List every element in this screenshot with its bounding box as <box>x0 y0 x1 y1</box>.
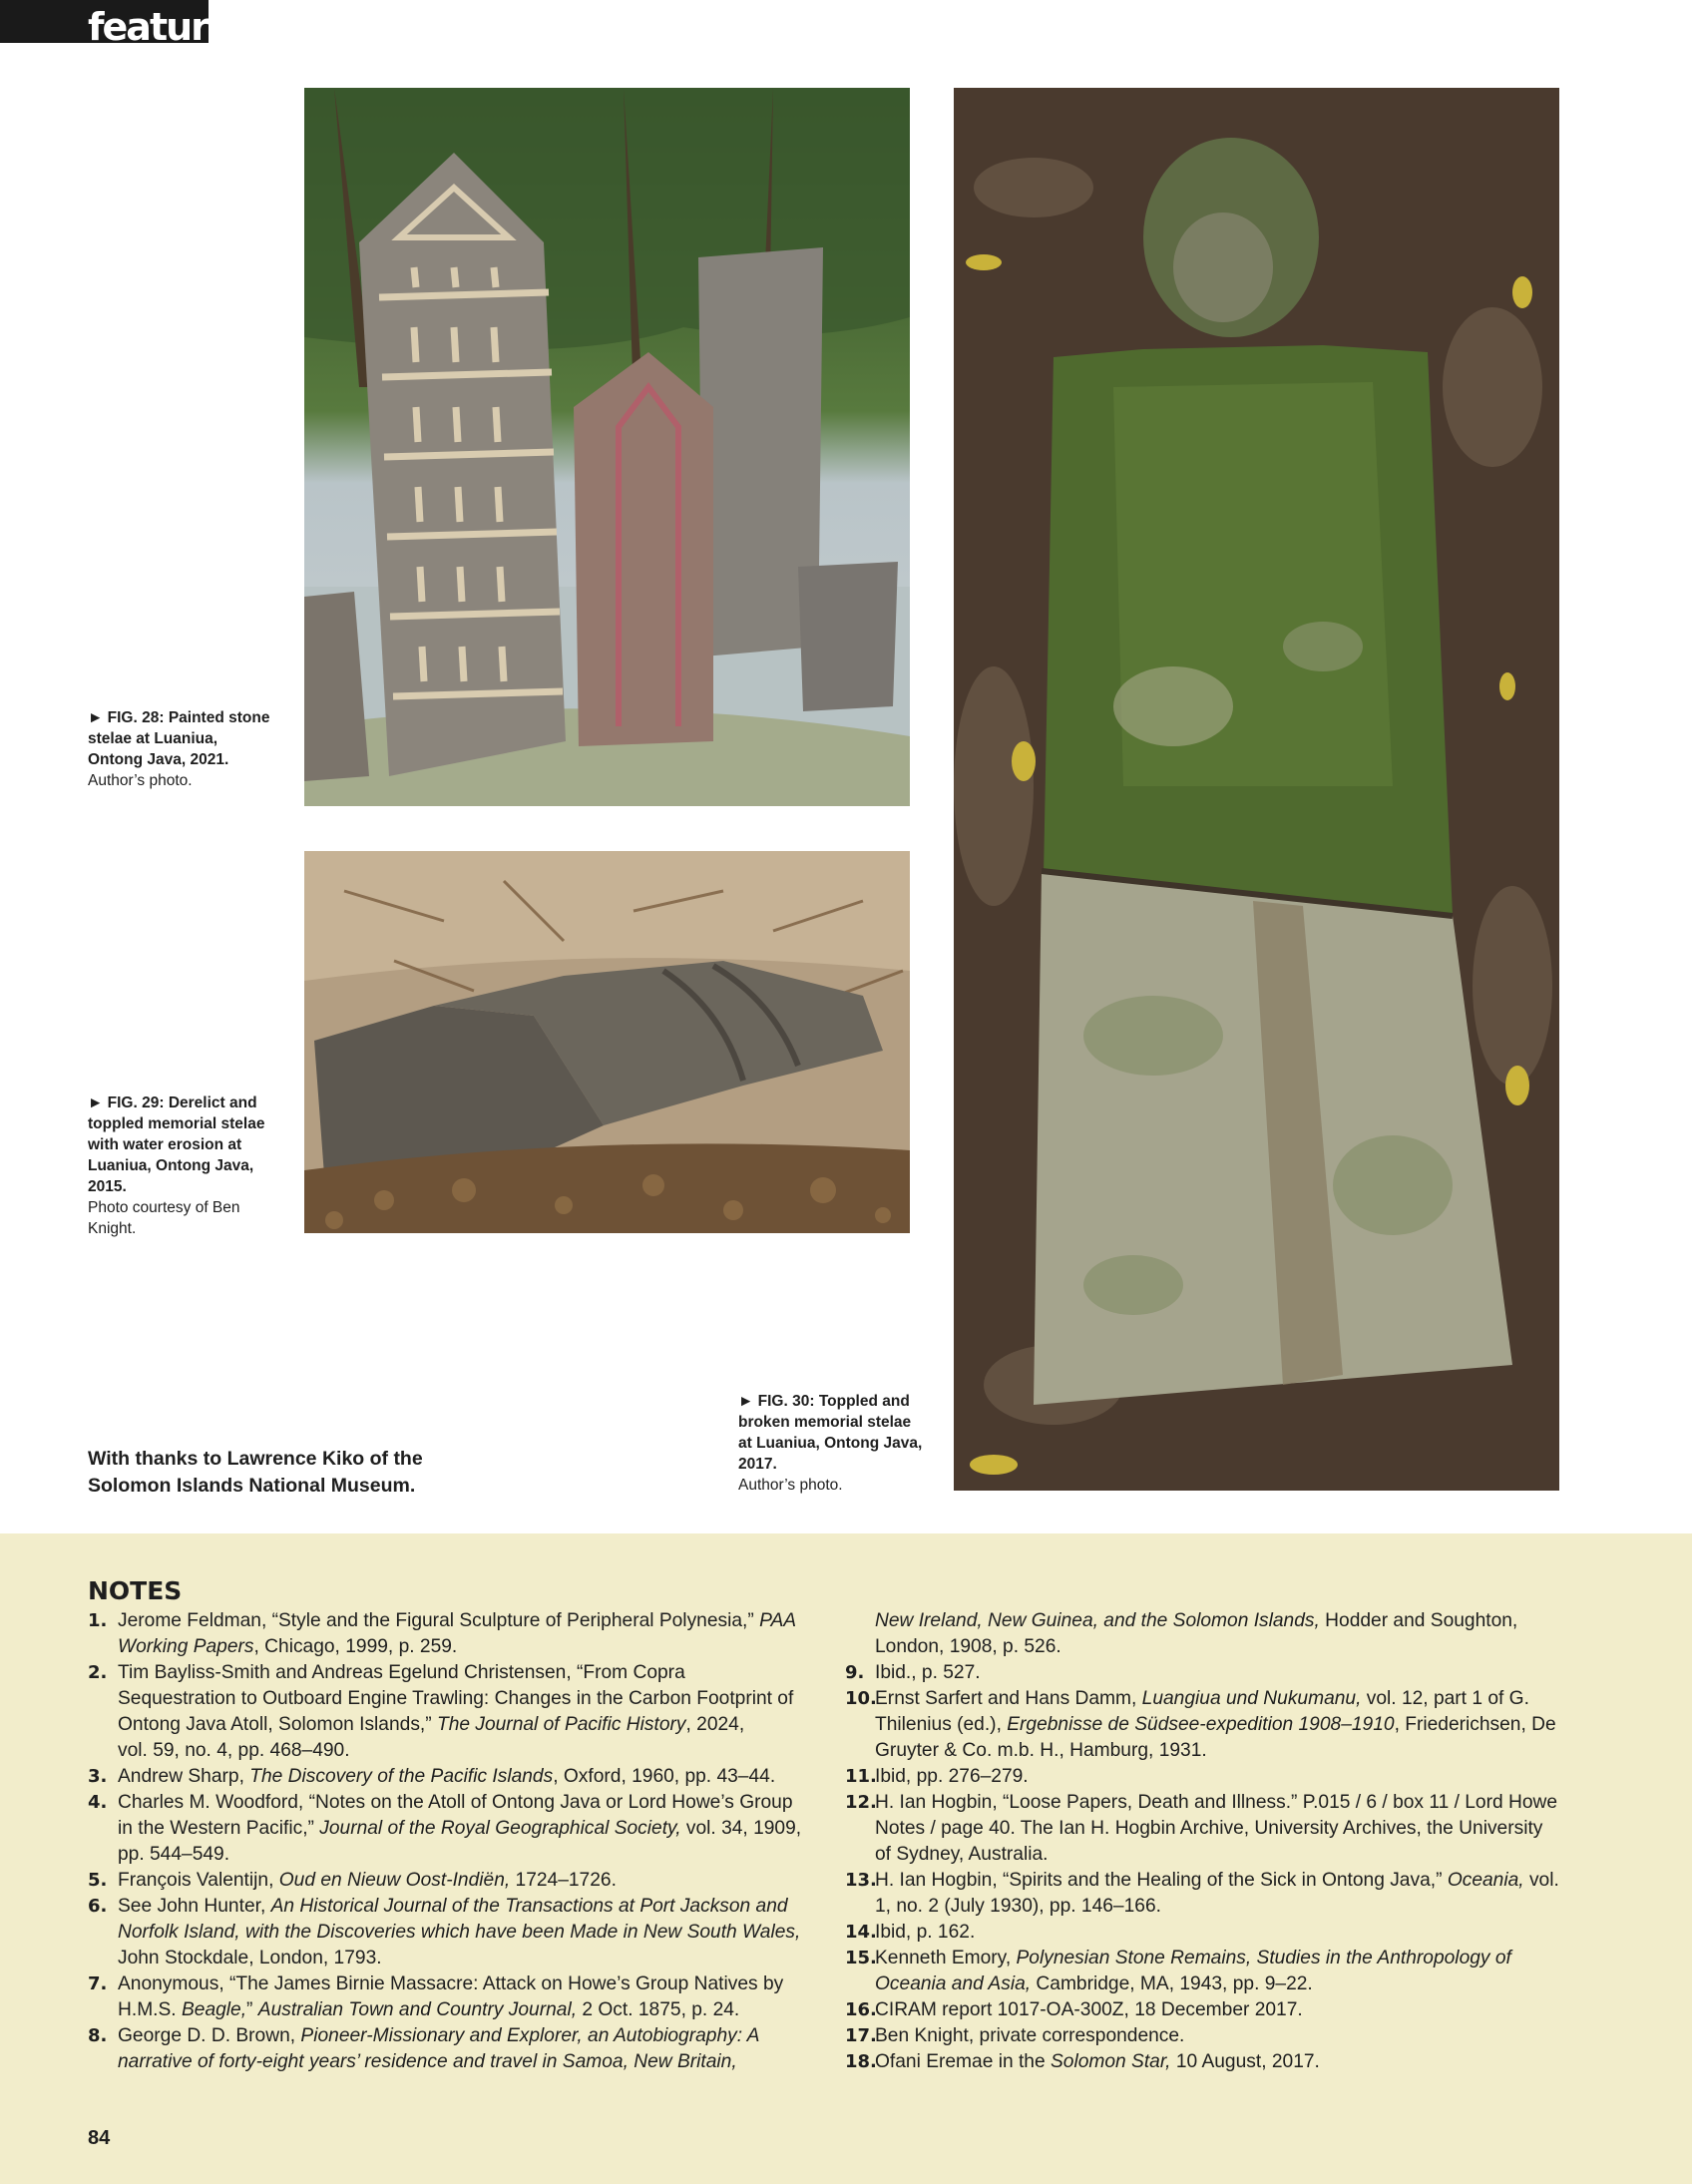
note-item <box>845 1608 1563 1660</box>
note-number: 18. <box>845 2051 877 2072</box>
note-text: vol. 1, no. 2 (July 1930), pp. 146–166. <box>875 1870 1559 1917</box>
note-text: George D. D. Brown, <box>118 2025 301 2046</box>
note-item <box>845 1997 1563 2023</box>
note-text: , Chicago, 1999, p. 259. <box>253 1636 458 1657</box>
note-number: 13. <box>845 1870 877 1891</box>
note-item <box>88 1971 806 2023</box>
note-item <box>88 1608 806 1660</box>
note-text: Charles M. Woodford, “Notes on the Atoll of Ontong Java or Lord Howe’s Group in the Western Pacific,” <box>118 1792 793 1839</box>
note-text: , Friederichsen, De Gruyter & Co. m.b. H., Hamburg, 1931. <box>875 1714 1556 1761</box>
acknowledgement: With thanks to Lawrence Kiko of the Solomon Islands National Museum. <box>88 1448 423 1497</box>
note-item <box>88 1894 806 1971</box>
note-title-italic: Polynesian Stone Remains, Studies in the Anthropology of Oceania and Asia, <box>875 1948 1511 1994</box>
notes-column-right <box>845 1608 1563 2075</box>
note-text: Ernst Sarfert and Hans Damm, <box>875 1688 1142 1709</box>
note-title-italic: Solomon Star, <box>1050 2051 1171 2072</box>
notes-column-left <box>88 1608 806 2075</box>
page-number: 84 <box>88 2127 111 2149</box>
note-number: 15. <box>845 1948 877 1968</box>
fig28-title: Painted stone stelae at Luaniua, Ontong Java, 2021. <box>88 709 270 768</box>
note-item <box>88 2023 806 2075</box>
fig30-credit: Author’s photo. <box>738 1477 843 1494</box>
note-text: vol. 34, 1909, pp. 544–549. <box>118 1818 802 1865</box>
note-number: 3. <box>88 1766 108 1787</box>
note-item <box>845 1764 1563 1790</box>
note-text: John Stockdale, London, 1793. <box>118 1948 382 1968</box>
note-number: 10. <box>845 1688 877 1709</box>
notes-title: NOTES <box>88 1576 183 1605</box>
note-item <box>845 1920 1563 1946</box>
note-text: H. Ian Hogbin, “Spirits and the Healing of the Sick in Ontong Java,” <box>875 1870 1448 1891</box>
fig29-credit: Photo courtesy of Ben Knight. <box>88 1199 240 1237</box>
note-item <box>88 1868 806 1894</box>
note-text: Ofani Eremae in the <box>875 2051 1051 2072</box>
note-number: 5. <box>88 1870 108 1891</box>
note-title-italic: Oceania, <box>1447 1870 1524 1891</box>
note-title-italic: Beagle, <box>181 1999 247 2020</box>
note-item <box>845 1868 1563 1920</box>
note-text: CIRAM report 1017-OA-300Z, 18 December 2017. <box>875 1999 1303 2020</box>
note-item <box>845 1686 1563 1764</box>
note-title-italic: An Historical Journal of the Transactions at Port Jackson and Norfolk Island, with the Discoveries which have been Made in New South Wales, <box>118 1896 801 1943</box>
note-number: 12. <box>845 1792 877 1813</box>
note-text: Cambridge, MA, 1943, pp. 9–22. <box>1031 1973 1313 1994</box>
note-number: 9. <box>845 1662 865 1683</box>
note-text: vol. 12, part 1 of G. Thilenius (ed.), <box>875 1688 1529 1735</box>
note-text: 2 Oct. 1875, p. 24. <box>577 1999 740 2020</box>
note-text: Tim Bayliss-Smith and Andreas Egelund Christensen, “From Copra Sequestration to Outboard Engine Trawling: Changes in the Carbon Footprint of Ontong Java Atoll, Solomon Islands,” <box>118 1662 794 1735</box>
note-number: 14. <box>845 1922 877 1943</box>
note-item <box>88 1764 806 1790</box>
note-item <box>88 1790 806 1868</box>
note-number: 4. <box>88 1792 108 1813</box>
note-text: ” <box>246 1999 258 2020</box>
note-text: , 2024, vol. 59, no. 4, pp. 468–490. <box>118 1714 745 1761</box>
note-text: Ibid., p. 527. <box>875 1662 981 1683</box>
fig29-label: ► FIG. 29: <box>88 1094 165 1111</box>
fig28-caption <box>88 707 272 791</box>
fig30-photo <box>954 88 1559 1491</box>
note-number: 2. <box>88 1662 108 1683</box>
note-text: François Valentijn, <box>118 1870 279 1891</box>
note-title-italic: The Journal of Pacific History <box>436 1714 686 1735</box>
note-text: Andrew Sharp, <box>118 1766 250 1787</box>
fig30-title: Toppled and broken memorial stelae at Luaniua, Ontong Java, 2017. <box>738 1393 923 1473</box>
note-text: Ben Knight, private correspondence. <box>875 2025 1185 2046</box>
fig29-title: Derelict and toppled memorial stelae with water erosion at Luaniua, Ontong Java, 2015. <box>88 1094 265 1195</box>
note-item <box>845 1790 1563 1868</box>
note-text: , Oxford, 1960, pp. 43–44. <box>553 1766 776 1787</box>
fig28-photo <box>304 88 910 806</box>
note-number: 8. <box>88 2025 108 2046</box>
note-item <box>845 1946 1563 1997</box>
note-title-italic: New Ireland, New Guinea, and the Solomon Islands, <box>875 1610 1320 1631</box>
note-number: 11. <box>845 1766 877 1787</box>
fig30-caption <box>738 1391 923 1496</box>
fig29-caption <box>88 1092 272 1239</box>
fig28-credit: Author’s photo. <box>88 772 193 789</box>
note-title-italic: PAA Working Papers <box>118 1610 796 1657</box>
note-text: H. Ian Hogbin, “Loose Papers, Death and Illness.” P.015 / 6 / box 11 / Lord Howe Notes / page 40. The Ian H. Hogbin Archive, University Archives, the University of Sydney, Australia. <box>875 1792 1558 1865</box>
note-number: 16. <box>845 1999 877 2020</box>
note-text: See John Hunter, <box>118 1896 271 1917</box>
note-title-italic: The Discovery of the Pacific Islands <box>249 1766 554 1787</box>
note-title-italic: Journal of the Royal Geographical Society, <box>319 1818 681 1839</box>
note-text: Hodder and Soughton, London, 1908, p. 526. <box>875 1610 1518 1657</box>
fig29-photo <box>304 851 910 1233</box>
note-text: Jerome Feldman, “Style and the Figural Sculpture of Peripheral Polynesia,” <box>118 1610 760 1631</box>
note-title-italic: Luangiua und Nukumanu, <box>1141 1688 1362 1709</box>
note-title-italic: Pioneer-Missionary and Explorer, an Autobiography: A narrative of forty-eight years’ residence and travel in Samoa, New Britain, <box>118 2025 759 2072</box>
note-title-italic: Oud en Nieuw Oost-Indiën, <box>278 1870 511 1891</box>
note-number: 17. <box>845 2025 877 2046</box>
note-text: Anonymous, “The James Birnie Massacre: Attack on Howe’s Group Natives by H.M.S. <box>118 1973 784 2020</box>
note-item <box>88 1660 806 1764</box>
note-text: 10 August, 2017. <box>1170 2051 1320 2072</box>
note-text: Kenneth Emory, <box>875 1948 1017 1968</box>
note-text: Ibid, pp. 276–279. <box>875 1766 1029 1787</box>
note-number: 6. <box>88 1896 108 1917</box>
note-title-italic: Australian Town and Country Journal, <box>257 1999 578 2020</box>
note-text: Ibid, p. 162. <box>875 1922 976 1943</box>
note-text: 1724–1726. <box>510 1870 617 1891</box>
fig30-label: ► FIG. 30: <box>738 1393 815 1410</box>
note-title-italic: Ergebnisse de Südsee-expedition 1908–1910 <box>1007 1714 1395 1735</box>
fig28-label: ► FIG. 28: <box>88 709 165 726</box>
note-item <box>845 2049 1563 2075</box>
section-tab: feature <box>0 0 209 43</box>
note-number: 1. <box>88 1610 108 1631</box>
note-number: 7. <box>88 1973 108 1994</box>
note-item <box>845 1660 1563 1686</box>
note-item <box>845 2023 1563 2049</box>
